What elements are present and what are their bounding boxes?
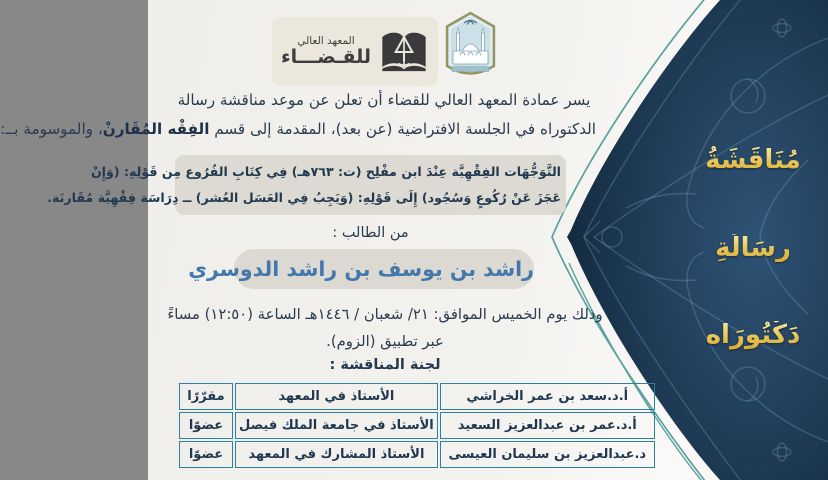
member-title: الأستاذ المشارك في المعهد [235, 441, 438, 468]
member-title: الأستاذ في جامعة الملك فيصل [235, 412, 438, 439]
student-label: من الطالب : [332, 225, 409, 241]
table-row [179, 441, 655, 468]
side-banner-title [682, 146, 824, 350]
announcement-text [0, 86, 596, 144]
institute-name-bottom: للقـضـــاء [280, 45, 372, 68]
thesis-title-box [47, 155, 566, 215]
thesis-title-line1: التَّوَجُّهَات الفِقْهِيَّة عِنْدَ ابن مفْلِح (ت: ٧٦٣هـ) فِي كِتَابِ الفُرُوع مِن قَوْلِهِ: (وَإِنْ [90, 164, 561, 179]
committee-table [177, 381, 657, 470]
banner-word-doctorah: دَكْتُورَاه [705, 320, 801, 351]
thesis-title-line2: عَجَزَ عَنْ رُكُوعٍ وَسُجُود) إِلَى قَوْلِهِ: (وَيَجِبُ فِي العَسَل العُشر) ــ دِرَاسَة فِقْهِيَّة مُقَارنَة. [47, 190, 561, 205]
announcement-line1: يسر عمادة المعهد العالي للقضاء أن تعلن عن موعد مناقشة رسالة [177, 91, 591, 109]
table-row [179, 412, 655, 439]
member-name: أ.د.سعد بن عمر الخراشي [440, 383, 655, 410]
department-name: الفِقْه المُقَارنْ [102, 120, 210, 138]
member-name: د.عبدالعزيز بن سليمان العيسى [440, 441, 655, 468]
member-role: عضوًا [179, 412, 233, 439]
member-name: أ.د.عمر بن عبدالعزيز السعيد [440, 412, 655, 439]
schedule-platform-line: عبر تطبيق (الزوم). [326, 333, 444, 350]
announcement-line2: الدكتوراه في الجلسة الافتراضية (عن بعد)، المقدمة إلى قسم الفِقْه المُقَارنْ، والموسومة بــ: [0, 120, 596, 138]
student-name-pill: راشد بن يوسف بن راشد الدوسري [234, 249, 534, 289]
institute-name-top: المعهد العالي [297, 34, 355, 47]
university-shield-logo [440, 11, 501, 84]
banner-word-munaqasha: مُنَاقَشَةُ [705, 145, 801, 175]
member-title: الأستاذ في المعهد [235, 383, 438, 410]
banner-word-risala: رِسَالَةِ [715, 232, 791, 263]
institute-logo-text [281, 35, 371, 69]
schedule-text [156, 301, 614, 355]
member-role: مقرّرًا [179, 383, 233, 410]
schedule-date-line: وذلك يوم الخميس الموافق: ٢١/ شعبان / ١٤٤٦هـ الساعة (١٢:٥٠) مساءً [167, 306, 603, 323]
table-row [179, 383, 655, 410]
committee-heading: لجنة المناقشة : [329, 357, 441, 373]
open-book-scales-icon [379, 29, 429, 75]
institute-logo [272, 17, 438, 86]
member-role: عضوًا [179, 441, 233, 468]
